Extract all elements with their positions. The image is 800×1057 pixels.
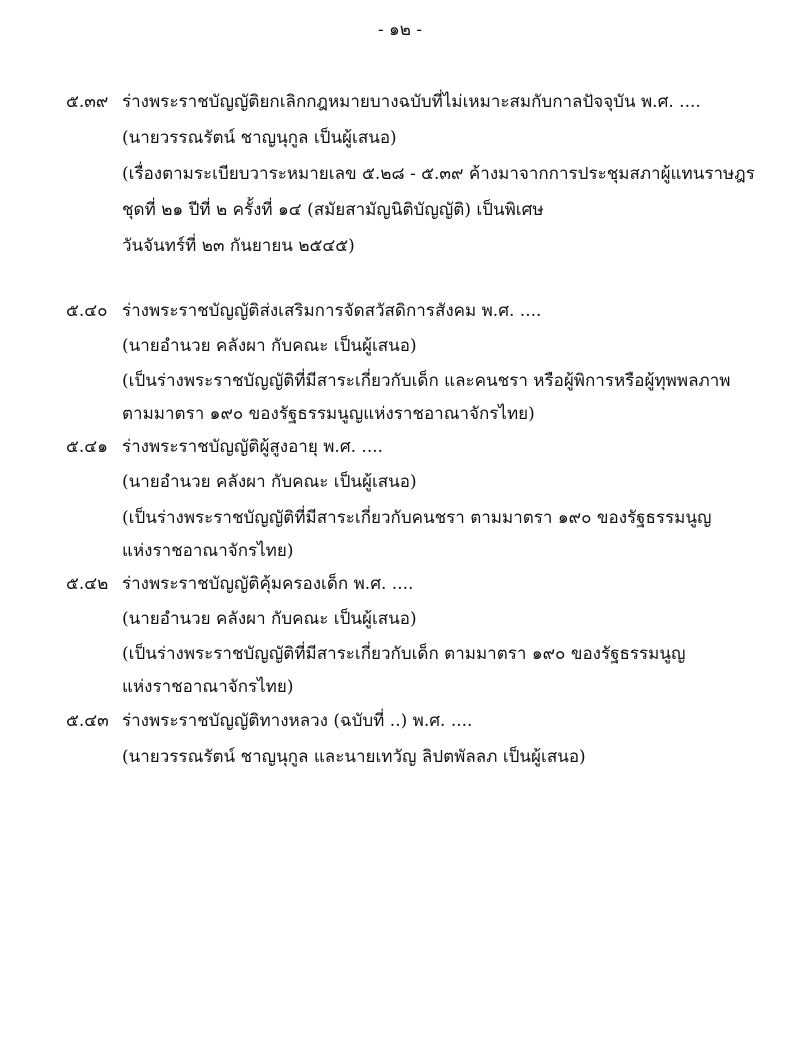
agenda-item-title: ร่างพระราชบัญญัติยกเลิกกฎหมายบางฉบับที่ไม่เหมาะสมกับกาลปัจจุบัน พ.ศ. .... xyxy=(122,92,701,112)
agenda-item-number: ๕.๔๒ xyxy=(66,574,109,594)
agenda-item-title: ร่างพระราชบัญญัติทางหลวง (ฉบับที่ ..) พ.ศ. .... xyxy=(122,711,473,731)
agenda-item-number: ๕.๓๙ xyxy=(66,92,109,112)
agenda-item-line: (นายอำนวย คลังผา กับคณะ เป็นผู้เสนอ) xyxy=(122,336,417,356)
agenda-item-line: วันจันทร์ที่ ๒๓ กันยายน ๒๕๔๕) xyxy=(122,236,355,256)
agenda-item-line: ตามมาตรา ๑๙๐ ของรัฐธรรมนูญแห่งราชอาณาจักรไทย) xyxy=(122,404,535,424)
agenda-item-line: ชุดที่ ๒๑ ปีที่ ๒ ครั้งที่ ๑๔ (สมัยสามัญนิติบัญญัติ) เป็นพิเศษ xyxy=(122,200,544,220)
agenda-item-line: (เป็นร่างพระราชบัญญัติที่มีสาระเกี่ยวกับเด็ก ตามมาตรา ๑๙๐ ของรัฐธรรมนูญ xyxy=(122,644,686,664)
agenda-item-line: (นายวรรณรัตน์ ชาญนุกูล เป็นผู้เสนอ) xyxy=(122,128,397,148)
agenda-item-line: แห่งราชอาณาจักรไทย) xyxy=(122,677,294,697)
agenda-item-line: (เป็นร่างพระราชบัญญัติที่มีสาระเกี่ยวกับเด็ก และคนชรา หรือผู้พิการหรือผู้ทุพพลภาพ xyxy=(122,371,731,391)
agenda-item-line: (นายอำนวย คลังผา กับคณะ เป็นผู้เสนอ) xyxy=(122,609,417,629)
agenda-item-title: ร่างพระราชบัญญัติส่งเสริมการจัดสวัสดิการสังคม พ.ศ. .... xyxy=(122,301,542,321)
agenda-item-line: (เป็นร่างพระราชบัญญัติที่มีสาระเกี่ยวกับคนชรา ตามมาตรา ๑๙๐ ของรัฐธรรมนูญ xyxy=(122,508,712,528)
agenda-item-line: (นายวรรณรัตน์ ชาญนุกูล และนายเทวัญ ลิปตพัลลภ เป็นผู้เสนอ) xyxy=(122,747,586,767)
agenda-item-number: ๕.๔๑ xyxy=(66,437,108,457)
agenda-item-title: ร่างพระราชบัญญัติผู้สูงอายุ พ.ศ. .... xyxy=(122,437,384,457)
agenda-item-number: ๕.๔๐ xyxy=(66,301,108,321)
page-number: - ๑๒ - xyxy=(377,20,423,40)
agenda-item-title: ร่างพระราชบัญญัติคุ้มครองเด็ก พ.ศ. .... xyxy=(122,574,414,594)
agenda-item-number: ๕.๔๓ xyxy=(66,711,109,731)
agenda-item-line: (เรื่องตามระเบียบวาระหมายเลข ๕.๒๘ - ๕.๓๙ ค้างมาจากการประชุมสภาผู้แทนราษฎร xyxy=(122,164,755,184)
agenda-item-line: (นายอำนวย คลังผา กับคณะ เป็นผู้เสนอ) xyxy=(122,472,417,492)
agenda-item-line: แห่งราชอาณาจักรไทย) xyxy=(122,541,294,561)
